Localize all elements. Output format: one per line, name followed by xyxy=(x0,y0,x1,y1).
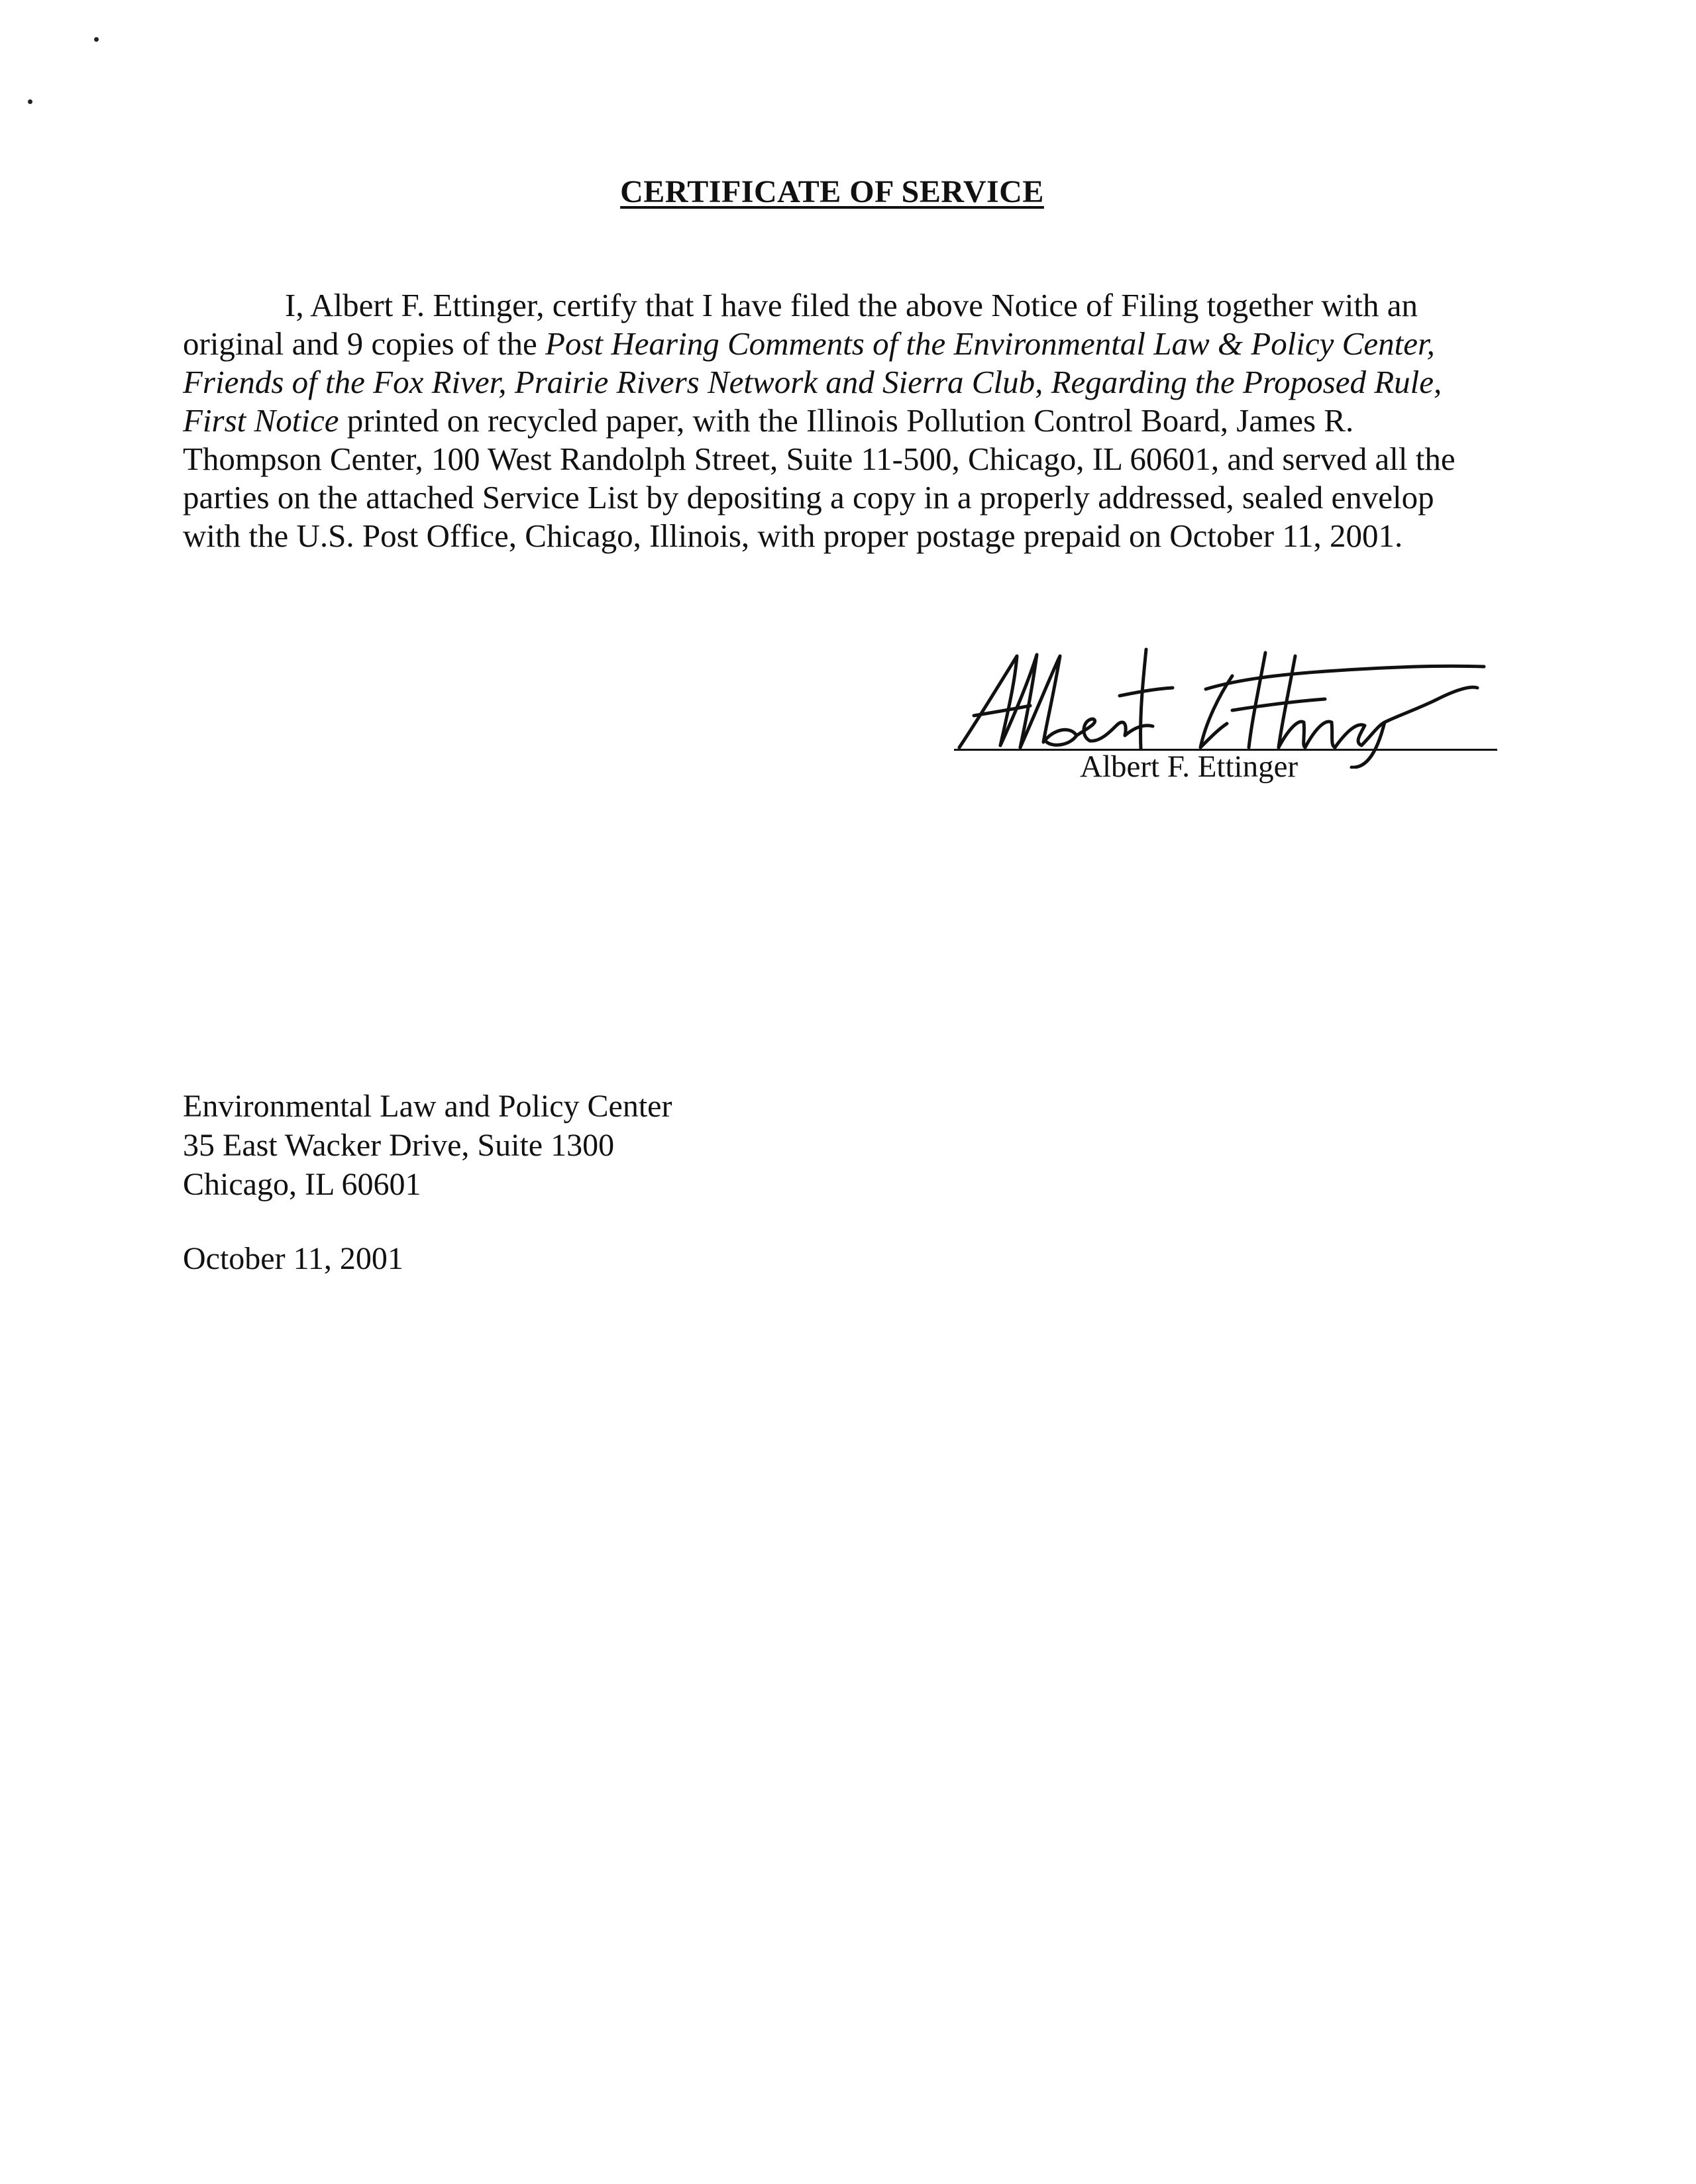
address-line-street: 35 East Wacker Drive, Suite 1300 xyxy=(183,1128,615,1163)
paragraph-text-start: I, Albert F. Ettinger, certify that I have filed the above Notice of Filing together with an original and 9 copies of the xyxy=(183,287,1418,362)
certification-paragraph xyxy=(183,286,1488,555)
signer-name: Albert F. Ettinger xyxy=(1080,749,1298,784)
scan-speck xyxy=(94,37,99,42)
filing-title: Post Hearing Comments of the Environmental Law & Policy Center, Friends of the Fox River, Prairie Rivers Network and Sierra Club, Regarding the Proposed Rule, First Notice xyxy=(183,325,1442,439)
page-title: CERTIFICATE OF SERVICE xyxy=(620,174,1044,209)
address-line-city: Chicago, IL 60601 xyxy=(183,1167,421,1202)
paragraph-text-end: printed on recycled paper, with the Illinois Pollution Control Board, James R. Thompson Center, 100 West Randolph Street, Suite 11-500, Chicago, IL 60601, and served all the parties on the attached Service List by depositing a copy in a properly addressed, sealed envelop with the U.S. Post Office, Chicago, Illinois, with proper postage prepaid on October 11, 2001. xyxy=(183,402,1456,554)
address-line-org: Environmental Law and Policy Center xyxy=(183,1089,672,1124)
sender-address xyxy=(183,1087,672,1204)
document-date: October 11, 2001 xyxy=(183,1241,403,1276)
scan-speck xyxy=(28,99,32,104)
